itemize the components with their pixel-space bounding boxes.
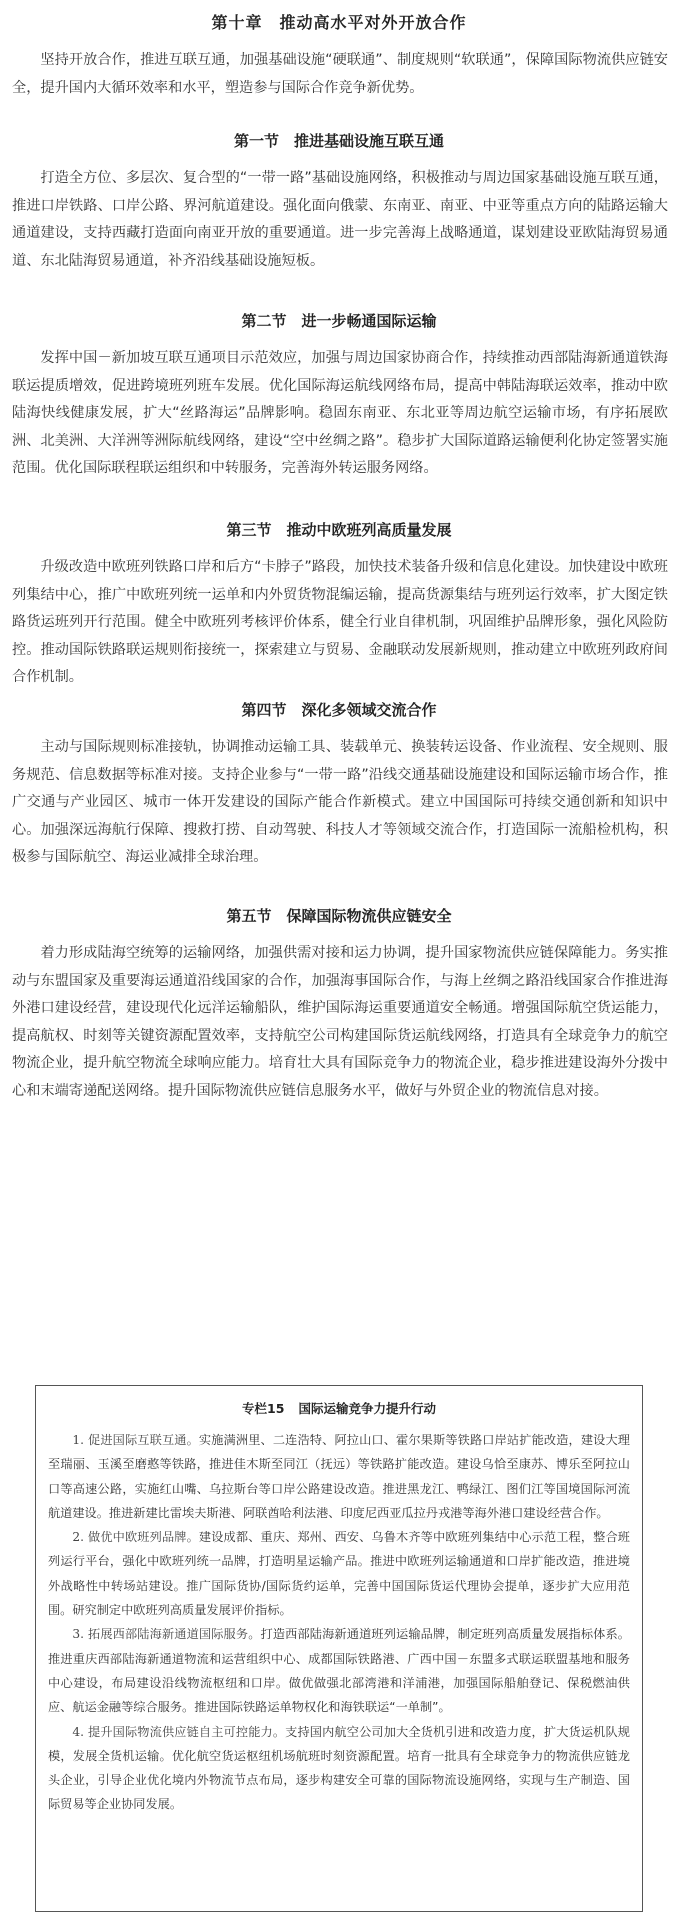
box-item-lead: 2. 做优中欧班列品牌。 [72, 1530, 199, 1545]
section-3-body: 升级改造中欧班列铁路口岸和后方“卡脖子”路段，加快技术装备升级和信息化建设。加快建设中欧班列集结中心，推广中欧班列统一运单和内外贸货物混编运输，提高货源集结与班列运行效率，扩大图定铁路货运班列开行范围。健全中欧班列考核评价体系，健全行业自律机制，巩固维护品牌形象，强化风险防控。推动国际铁路联运规则衔接统一，探索建立与贸易、金融联动发展新规则，推动建立中欧班列政府间合作机制。 [12, 559, 668, 685]
section-2-title: 第二节 进一步畅通国际运输 [241, 312, 437, 330]
box-item-text: 建设成都、重庆、郑州、西安、乌鲁木齐等中欧班列集结中心示范工程，整合班列运行平台，强化中欧班列统一品牌，打造明星运输产品。推进中欧班列运输通道和口岸扩能改造，推进境外战略性中转场站建设。推广国际货协/国际货约运单，完善中国国际货运代理协会提单，逐步扩大应用范围。研究制定中欧班列高质量发展评价指标。 [48, 1530, 630, 1618]
box-item [36, 1720, 642, 1817]
box-item-lead: 4. 提升国际物流供应链自主可控能力。 [72, 1724, 286, 1739]
section-2-body: 发挥中国－新加坡互联互通项目示范效应，加强与周边国家协商合作，持续推动西部陆海新通道铁海联运提质增效，促进跨境班列班车发展。优化国际海运航线网络布局，提高中韩陆海联运效率，推动中欧陆海快线健康发展，扩大“丝路海运”品牌影响。稳固东南亚、东北亚等周边航空运输市场，有序拓展欧洲、北美洲、大洋洲等洲际航线网络，建设“空中丝绸之路”。稳步扩大国际道路运输便利化协定签署实施范围。优化国际联程联运组织和中转服务，完善海外转运服务网络。 [12, 350, 668, 476]
box-heading: 国际运输竞争力提升行动 [298, 1401, 436, 1416]
box-item [36, 1428, 642, 1525]
box-title [36, 1399, 642, 1417]
box-item [36, 1622, 642, 1719]
intro-paragraph: 坚持开放合作，推进互联互通，加强基础设施“硬联通”、制度规则“软联通”，保障国际物流供应链安全，提升国内大循环效率和水平，塑造参与国际合作竞争新优势。 [12, 52, 668, 96]
section-4-title: 第四节 深化多领域交流合作 [241, 701, 437, 719]
box-label: 专栏15 [242, 1401, 285, 1416]
box-item-text: 实施满洲里、二连浩特、阿拉山口、霍尔果斯等铁路口岸站扩能改造，建设大理至瑞丽、玉溪至磨憨等铁路，推进佳木斯至同江（抚远）等铁路扩能改造。建设乌恰至康苏、博乐至阿拉山口等高速公路，实施红山嘴、乌拉斯台等口岸公路建设改造。推进黑龙江、鸭绿江、图们江等国境国际河流航道建设。推进新建比雷埃夫斯港、阿联酋哈利法港、印度尼西亚瓜拉丹戎港等海外港口建设经营合作。 [48, 1433, 630, 1520]
section-5-body: 着力形成陆海空统筹的运输网络，加强供需对接和运力协调，提升国家物流供应链保障能力。务实推动与东盟国家及重要海运通道沿线国家的合作，加强海事国际合作，与海上丝绸之路沿线国家合作推进海外港口建设经营，建设现代化远洋运输船队，维护国际海运重要通道安全畅通。增强国际航空货运能力，提高航权、时刻等关键资源配置效率，支持航空公司构建国际货运航线网络，打造具有全球竞争力的航空物流企业，提升航空物流全球响应能力。培育壮大具有国际竞争力的物流企业，稳步推进建设海外分拨中心和末端寄递配送网络。提升国际物流供应链信息服务水平，做好与外贸企业的物流信息对接。 [12, 945, 668, 1099]
chapter-title: 第十章 推动高水平对外开放合作 [211, 13, 467, 32]
section-1-body: 打造全方位、多层次、复合型的“一带一路”基础设施网络，积极推动与周边国家基础设施互联互通，推进口岸铁路、口岸公路、界河航道建设。强化面向俄蒙、东南亚、南亚、中亚等重点方向的陆路运输大通道建设，支持西藏打造面向南亚开放的重要通道。进一步完善海上战略通道，谋划建设亚欧陆海贸易通道、东北陆海贸易通道，补齐沿线基础设施短板。 [12, 170, 668, 269]
box-item-lead: 1. 促进国际互联互通。 [72, 1433, 199, 1447]
section-3-title: 第三节 推动中欧班列高质量发展 [226, 521, 452, 539]
box-items [36, 1428, 642, 1817]
sidebar-box-15 [35, 1385, 643, 1912]
box-item-text: 打造西部陆海新通道班列运输品牌，制定班列高质量发展指标体系。推进重庆西部陆海新通道物流和运营组织中心、成都国际铁路港、广西中国－东盟多式联运联盟基地和服务中心建设，布局建设沿线物流枢纽和口岸。做优做强北部湾港和洋浦港，加强国际船舶登记、保税燃油供应、航运金融等综合服务。推进国际铁路运单物权化和海铁联运“一单制”。 [48, 1627, 630, 1715]
box-item [36, 1525, 642, 1622]
section-4-body: 主动与国际规则标准接轨，协调推动运输工具、装载单元、换装转运设备、作业流程、安全规则、服务规范、信息数据等标准对接。支持企业参与“一带一路”沿线交通基础设施建设和国际运输市场合作，推广交通与产业园区、城市一体开发建设的国际产能合作新模式。建立中国国际可持续交通创新和知识中心。加强深远海航行保障、搜救打捞、自动驾驶、科技人才等领域交流合作，打造国际一流船检机构，积极参与国际航空、海运业减排全球治理。 [12, 739, 668, 865]
section-5-title: 第五节 保障国际物流供应链安全 [226, 907, 452, 925]
box-item-text: 支持国内航空公司加大全货机引进和改造力度，扩大货运机队规模，发展全货机运输。优化航空货运枢纽机场航班时刻资源配置。培育一批具有全球竞争力的物流供应链龙头企业，引导企业优化境内外物流节点布局，逐步构建安全可靠的国际物流设施网络，实现与生产制造、国际贸易等企业协同发展。 [48, 1724, 630, 1812]
section-1-title: 第一节 推进基础设施互联互通 [233, 132, 444, 150]
box-item-lead: 3. 拓展西部陆海新通道国际服务。 [72, 1627, 261, 1642]
